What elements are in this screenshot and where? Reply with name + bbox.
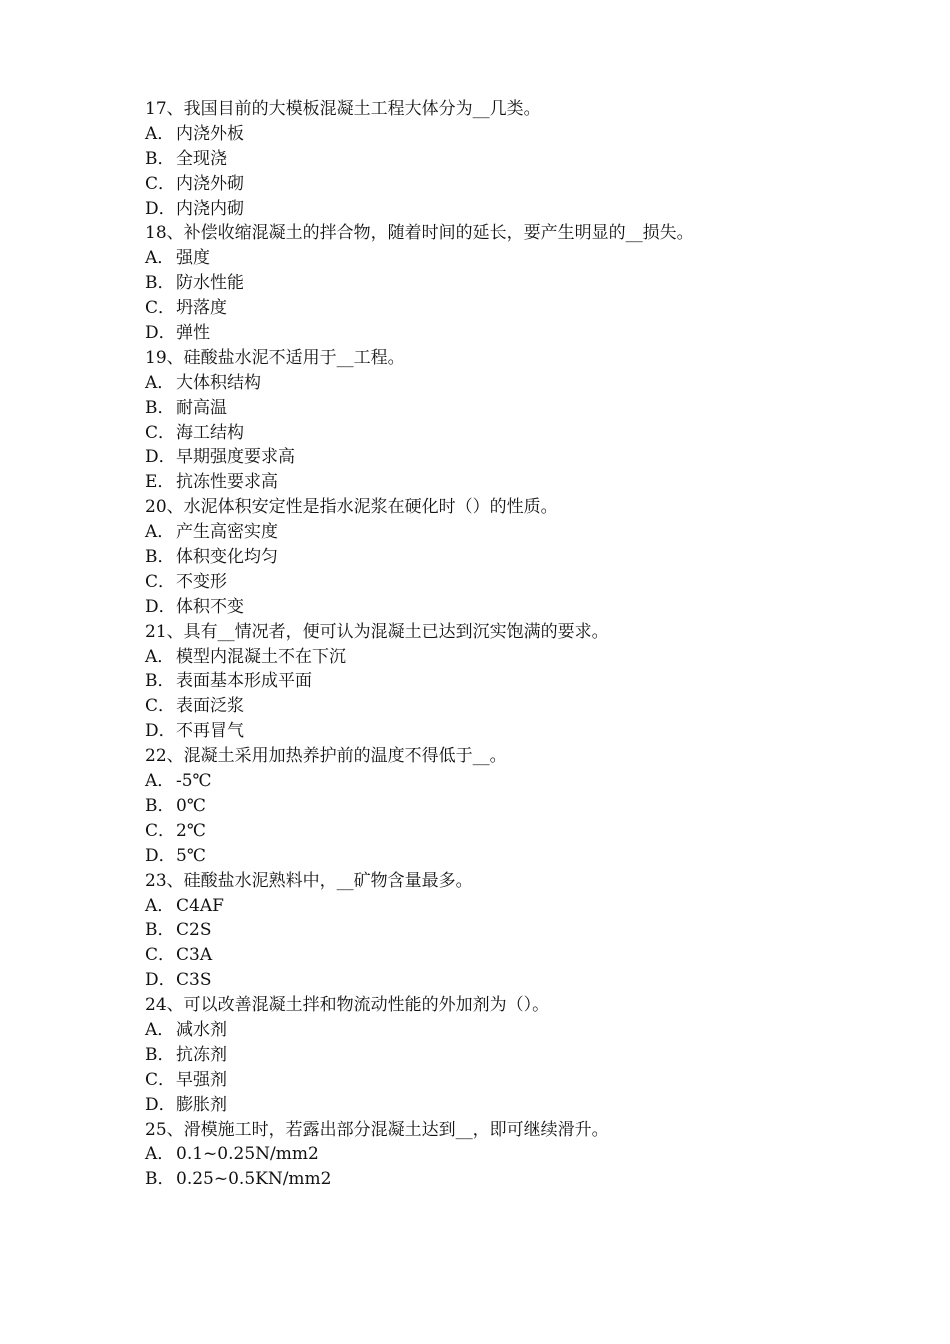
option-label: D．: [145, 970, 176, 991]
option-label: B．: [145, 397, 175, 418]
option-a: [145, 645, 845, 670]
option-c: [145, 694, 845, 719]
option-label: C．: [145, 422, 176, 443]
question-list: [145, 97, 845, 1192]
question-stem: 25、滑模施工时，若露出部分混凝土达到__，即可继续滑升。: [145, 1119, 609, 1140]
option-label: B．: [145, 795, 175, 816]
option-d: [145, 844, 845, 869]
question-stem: 21、具有__情况者，便可认为混凝土已达到沉实饱满的要求。: [145, 621, 609, 642]
option-label: C．: [145, 696, 176, 717]
question-stem: 18、补偿收缩混凝土的拌合物，随着时间的延长，要产生明显的__损失。: [145, 223, 694, 244]
option-text: C2S: [176, 920, 212, 941]
option-label: A．: [145, 372, 175, 393]
option-text: 模型内混凝土不在下沉: [176, 646, 346, 667]
option-text: 减水剂: [176, 1019, 227, 1040]
option-b: [145, 918, 845, 943]
option-text: 耐高温: [176, 397, 227, 418]
option-text: 早强剂: [176, 1069, 227, 1090]
option-text: 2℃: [176, 820, 206, 841]
option-b: [145, 147, 845, 172]
option-text: 海工结构: [176, 422, 244, 443]
option-label: C．: [145, 820, 176, 841]
option-text: 抗冻性要求高: [176, 472, 278, 493]
option-a: [145, 246, 845, 271]
option-c: [145, 1068, 845, 1093]
option-text: 内浇外板: [176, 123, 244, 144]
option-text: C3S: [176, 970, 212, 991]
option-label: D．: [145, 721, 176, 742]
option-label: A．: [145, 895, 175, 916]
option-text: 表面基本形成平面: [176, 671, 312, 692]
option-c: [145, 296, 845, 321]
option-text: 坍落度: [176, 298, 227, 319]
option-d: [145, 445, 845, 470]
option-label: A．: [145, 1019, 175, 1040]
option-a: [145, 122, 845, 147]
option-text: 膨胀剂: [176, 1094, 227, 1115]
option-text: 0℃: [176, 795, 206, 816]
option-c: [145, 421, 845, 446]
option-text: 不变形: [176, 571, 227, 592]
option-text: 不再冒气: [176, 721, 244, 742]
option-c: [145, 819, 845, 844]
option-text: 0.1~0.25N/mm2: [176, 1144, 319, 1165]
option-a: [145, 1018, 845, 1043]
option-d: [145, 1093, 845, 1118]
option-label: A．: [145, 123, 175, 144]
option-text: -5℃: [176, 771, 212, 792]
option-c: [145, 570, 845, 595]
option-label: C．: [145, 1069, 176, 1090]
question-stem: 17、我国目前的大模板混凝土工程大体分为__几类。: [145, 99, 541, 119]
option-label: B．: [145, 671, 175, 692]
option-label: B．: [145, 1044, 175, 1065]
option-label: D．: [145, 1094, 176, 1115]
question-stem: 20、水泥体积安定性是指水泥浆在硬化时（）的性质。: [145, 497, 558, 518]
option-label: A．: [145, 1144, 175, 1165]
option-b: [145, 1167, 845, 1192]
option-d: [145, 197, 845, 222]
option-a: [145, 769, 845, 794]
option-a: [145, 371, 845, 396]
option-b: [145, 396, 845, 421]
option-label: C．: [145, 298, 176, 319]
option-b: [145, 271, 845, 296]
option-text: 内浇外砌: [176, 173, 244, 194]
option-label: C．: [145, 173, 176, 194]
option-label: D．: [145, 845, 176, 866]
option-label: D．: [145, 198, 176, 219]
option-text: 大体积结构: [176, 372, 261, 393]
option-text: 强度: [176, 248, 210, 269]
option-label: C．: [145, 945, 176, 966]
option-d: [145, 968, 845, 993]
option-label: C．: [145, 571, 176, 592]
option-a: [145, 1142, 845, 1167]
option-label: B．: [145, 920, 175, 941]
option-text: 表面泛浆: [176, 696, 244, 717]
option-text: 体积变化均匀: [176, 547, 278, 568]
option-c: [145, 943, 845, 968]
option-a: [145, 894, 845, 919]
option-a: [145, 520, 845, 545]
option-label: B．: [145, 1169, 175, 1190]
option-d: [145, 595, 845, 620]
option-label: B．: [145, 273, 175, 294]
question-stem: 19、硅酸盐水泥不适用于__工程。: [145, 347, 405, 368]
option-label: A．: [145, 771, 175, 792]
option-b: [145, 669, 845, 694]
option-label: B．: [145, 148, 175, 169]
option-label: D．: [145, 596, 176, 617]
option-text: 0.25~0.5KN/mm2: [176, 1169, 332, 1190]
option-text: 抗冻剂: [176, 1044, 227, 1065]
option-text: 产生高密实度: [176, 522, 278, 543]
option-b: [145, 545, 845, 570]
option-c: [145, 172, 845, 197]
option-d: [145, 719, 845, 744]
option-label: D．: [145, 447, 176, 468]
option-b: [145, 1043, 845, 1068]
option-label: A．: [145, 522, 175, 543]
option-text: 防水性能: [176, 273, 244, 294]
option-text: C3A: [176, 945, 213, 966]
option-label: A．: [145, 248, 175, 269]
question-stem: 24、可以改善混凝土拌和物流动性能的外加剂为（）。: [145, 995, 550, 1016]
option-label: B．: [145, 547, 175, 568]
question-stem: 22、混凝土采用加热养护前的温度不得低于__。: [145, 746, 507, 767]
option-label: D．: [145, 323, 176, 344]
option-text: C4AF: [176, 895, 224, 916]
option-d: [145, 321, 845, 346]
option-text: 全现浇: [176, 148, 227, 169]
option-text: 弹性: [176, 323, 210, 344]
option-text: 5℃: [176, 845, 206, 866]
option-b: [145, 794, 845, 819]
question-stem: 23、硅酸盐水泥熟料中，__矿物含量最多。: [145, 870, 473, 891]
option-text: 体积不变: [176, 596, 244, 617]
option-text: 内浇内砌: [176, 198, 244, 219]
option-label: A．: [145, 646, 175, 667]
option-e: [145, 470, 845, 495]
option-text: 早期强度要求高: [176, 447, 295, 468]
option-label: E．: [145, 472, 175, 493]
